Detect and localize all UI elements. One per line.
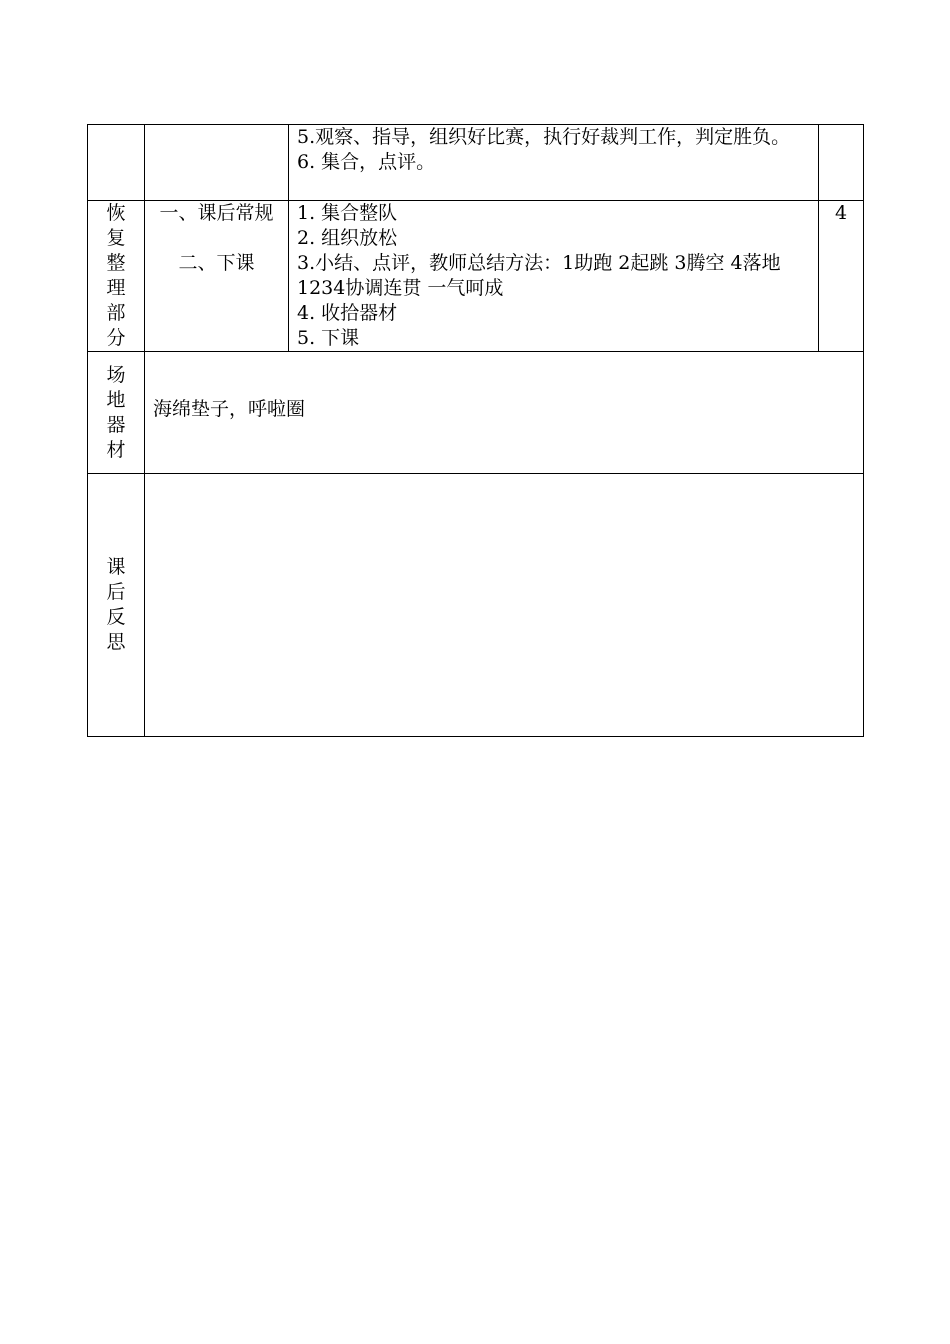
recovery-label-char: 分 (106, 327, 126, 349)
recovery-line-4: 4. 收拾器材 (297, 302, 398, 324)
subsection-after-class-routine: 一、课后常规 (159, 202, 274, 224)
recovery-duration: 4 (834, 202, 848, 224)
recovery-label-char: 部 (106, 302, 126, 324)
equipment-label-char: 地 (106, 388, 126, 411)
subsection-dismiss: 二、下课 (178, 252, 255, 274)
equipment-label (88, 352, 145, 474)
continuation-line-5: 5.观察、指导，组织好比赛，执行好裁判工作，判定胜负。 (297, 126, 791, 148)
equipment-label-char: 器 (106, 413, 126, 436)
equipment-row (88, 352, 864, 474)
lesson-plan-table (87, 124, 864, 737)
continuation-subsection-cell (145, 125, 289, 201)
reflection-label-char: 思 (106, 631, 126, 653)
recovery-label-char: 恢 (106, 202, 126, 224)
continuation-row (88, 125, 864, 201)
reflection-label (88, 474, 145, 737)
reflection-row (88, 474, 864, 737)
equipment-content: 海绵垫子，呼啦圈 (145, 352, 864, 474)
recovery-subsection-cell (145, 201, 289, 352)
continuation-content-cell (289, 125, 819, 201)
recovery-row (88, 201, 864, 352)
recovery-line-2: 2. 组织放松 (297, 227, 398, 249)
reflection-content (145, 474, 864, 737)
subsection-spacer (145, 226, 288, 251)
equipment-label-char: 材 (106, 438, 126, 461)
recovery-line-5: 5. 下课 (297, 327, 360, 349)
reflection-label-char: 课 (106, 556, 126, 578)
equipment-label-char: 场 (106, 363, 126, 386)
reflection-label-char: 反 (106, 606, 126, 628)
recovery-line-3: 3.小结、点评，教师总结方法：1助跑 2起跳 3腾空 4落地 1234协调连贯 一气呵成 (297, 252, 781, 299)
continuation-section-cell (88, 125, 145, 201)
recovery-section-label (88, 201, 145, 352)
continuation-duration-cell (819, 125, 864, 201)
continuation-line-6: 6. 集合，点评。 (297, 151, 436, 173)
reflection-label-char: 后 (106, 581, 126, 603)
recovery-label-char: 理 (106, 277, 126, 299)
recovery-duration-cell (819, 201, 864, 352)
recovery-label-char: 复 (106, 227, 126, 249)
recovery-content-cell (289, 201, 819, 352)
recovery-line-1: 1. 集合整队 (297, 202, 398, 224)
recovery-label-char: 整 (106, 252, 126, 274)
